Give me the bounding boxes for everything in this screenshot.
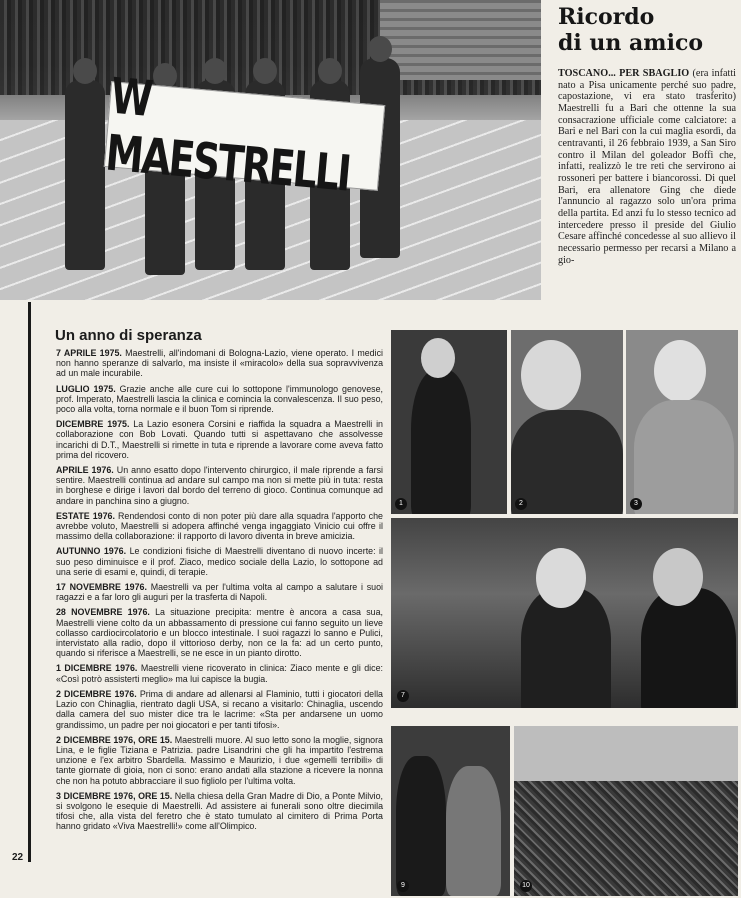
chronology-entry xyxy=(56,419,383,460)
face xyxy=(536,548,586,608)
banner xyxy=(103,67,385,203)
chronology-entry xyxy=(56,582,383,602)
face xyxy=(421,338,455,378)
entry-date: LUGLIO 1975. xyxy=(56,383,116,394)
section-title: Un anno di speranza xyxy=(55,327,202,344)
entry-text: Le condizioni fisiche di Maestrelli diventano di nuovo incerte: il suo peso diminuisce e il prof. Ziaco, medico sociale della Lazio, lo sottopone ad una serie di esami e, quindi, di terapie. xyxy=(56,546,384,577)
photo-1 xyxy=(391,330,507,514)
photo-3 xyxy=(626,330,738,514)
entry-text: Maestrelli, all'indomani di Bologna-Lazio, viene operato. I medici non hanno speranze di salvarlo, ma insiste il «miracolo» della sua sopravvivenza ad un male incurabile. xyxy=(56,348,384,379)
man-figure xyxy=(446,766,501,896)
entry-date: DICEMBRE 1975. xyxy=(56,419,130,430)
photo-7 xyxy=(391,518,738,708)
chronology-entry xyxy=(56,607,383,658)
man-figure xyxy=(511,410,623,514)
chronology xyxy=(56,348,383,837)
man-figure xyxy=(411,370,471,514)
title-line: Ricordo xyxy=(558,4,655,30)
entry-text: Grazie anche alle cure cui lo sottopone l'immunologo genovese, prof. Imperato, Maestrelli lascia la clinica e comincia la convalescenza. Il suo peso, poco alla volta, torna normale e il buon Tom si riprende. xyxy=(56,383,383,415)
entry-date: 2 DICEMBRE 1976, ORE 15. xyxy=(56,734,173,745)
photo-number: 10 xyxy=(520,880,532,892)
photo-number: 9 xyxy=(397,880,409,892)
chronology-entry xyxy=(56,663,383,683)
photo-10 xyxy=(514,726,738,896)
entry-date: APRILE 1976. xyxy=(56,465,114,476)
man-figure xyxy=(634,400,734,514)
chronology-entry xyxy=(56,384,383,415)
entry-date: ESTATE 1976. xyxy=(56,510,115,521)
entry-date: 7 APRILE 1975. xyxy=(56,348,122,358)
intro-text xyxy=(558,68,736,266)
entry-text: Un anno esatto dopo l'intervento chirurgico, il male riprende a farsi sentire. Maestrelli continua ad andare sul campo ma non si mette più in tuta: resta in borghese e dirige i lavori dal bordo del terreno di gioco. Continua comunque ad andare in panchina sino a giugno. xyxy=(56,465,383,506)
hero-photo xyxy=(0,0,541,300)
column-rule xyxy=(28,302,31,862)
face xyxy=(521,340,581,410)
photo-number: 7 xyxy=(397,690,409,702)
intro-body: (era infatti nato a Pisa unicamente perché suo padre, capostazione, vi era stato trasferito) Maestrelli fu a Bari che ottenne la sua consacrazione ufficiale come calciatore: a Bari e nel Bari con la cui maglia esordì, da centravanti, il 26 febbraio 1939, a San Siro contro il Milan del goleador Boffi che, infatti, realizzò le tre reti che servirono ai rossoneri per battere i biancorossi. Di quel Bari, era allenatore Ging che diede l'annuncio al ragazzo solo un'ora prima della partita. Ed anzi fu lo stesso tecnico ad intercedere presso il preside del Giulio Cesare affinché concedesse al suo allievo il necessario permesso per recarsi a Milano a gio- xyxy=(558,68,736,266)
intro-lead: TOSCANO... PER SBAGLIO xyxy=(558,68,690,79)
chronology-entry xyxy=(56,791,383,832)
boy-figure xyxy=(65,80,105,270)
chronology-entry xyxy=(56,735,383,786)
entry-text: Maestrelli va per l'ultima volta al campo a salutare i suoi ragazzi e a far loro gli auguri per la trasferta di Napoli. xyxy=(56,582,384,603)
man-figure xyxy=(396,756,446,896)
entry-date: 28 NOVEMBRE 1976. xyxy=(56,607,150,618)
article-title xyxy=(558,4,738,56)
entry-date: 3 DICEMBRE 1976, ORE 15. xyxy=(56,790,173,801)
photo-number: 1 xyxy=(395,498,407,510)
chronology-entry xyxy=(56,465,383,506)
entry-text: Prima di andare ad allenarsi al Flaminio, tutti i giocatori della Lazio con Chinaglia, rientrato dagli USA, si recano a visitarlo: Chinaglia, uscendo dalla camera del suo mister dice tra le lacrime: «Sta per andarsene un uomo grandissimo, un padre per noi giocatori e per tanti tifosi». xyxy=(56,688,383,730)
chronology-entry xyxy=(56,689,383,730)
face xyxy=(653,548,703,606)
church-facade xyxy=(514,726,738,781)
entry-text: Rendendosi conto di non poter più dare alla squadra l'apporto che avrebbe voluto, Maestrelli si adopera affinché venga ingaggiato Vinicio cui offre il massimo della collaborazione: il rapporto di lavoro diventa in breve amicizia. xyxy=(56,510,383,542)
entry-text: Maestrelli muore. Al suo letto sono la moglie, signora Lina, e le figlie Tiziana e Patrizia. padre Lisandrini che gli ha impartito l'estrema unzione e l'ex arbitro Sbardella. Massimo e Maurizio, i due «gemelli terribili» di tante giornate di gioia, non ci sono: erano andati alla stazione a ricevere la nonna che non ha potuto abbracciare il suo figliolo per l'ultima volta. xyxy=(56,734,383,786)
entry-date: 2 DICEMBRE 1976. xyxy=(56,688,137,699)
chronology-entry xyxy=(56,546,383,577)
entry-text: La Lazio esonera Corsini e riaffida la squadra a Maestrelli in collaborazione con Bob Lovati. Quando tutti si aspettavano che assolvesse incarichi di D.T., Maestrelli si rimette in tuta e riprende a lavorare come aveva fatto prima del ricovero. xyxy=(56,419,383,460)
photo-9 xyxy=(391,726,510,896)
photo-number: 3 xyxy=(630,498,642,510)
entry-date: 1 DICEMBRE 1976. xyxy=(56,663,138,674)
entry-date: 17 NOVEMBRE 1976. xyxy=(56,582,147,593)
photo-2 xyxy=(511,330,623,514)
entry-text: Nella chiesa della Gran Madre di Dio, a Ponte Milvio, si svolgono le esequie di Maestrelli. Ad assistere ai funerali sono oltre diecimila tifosi che, alla vista del feretro che è stato tumulato al cimitero di Prima Porta hanno gridato «Viva Maestrelli!» come all'Olimpico. xyxy=(56,790,384,832)
entry-date: AUTUNNO 1976. xyxy=(56,546,127,557)
chronology-entry xyxy=(56,511,383,542)
entry-text: Maestrelli viene ricoverato in clinica: Ziaco mente e gli dice: «Così potrò assisterti meglio» ma lui capisce la bugia. xyxy=(56,663,383,684)
entry-text: La situazione precipita: mentre è ancora a casa sua, Maestrelli viene colto da un abbassamento di pressione cui fanno seguito un lieve collasso cardiocircolatorio e un blocco intestinale. I suoi ragazzi lo sanno e Pulici, intervistato alla radio, dopo il vittorioso derby, non ce la fa: ad un certo punto, quando si riferisce a Maestrelli, se ne esce in un pianto dirotto. xyxy=(56,607,383,659)
chronology-entry xyxy=(56,348,383,379)
photo-number: 2 xyxy=(515,498,527,510)
face xyxy=(654,340,706,402)
banner-text: W MAESTRELLI xyxy=(103,67,352,203)
man-figure xyxy=(641,588,736,708)
page-number: 22 xyxy=(12,852,24,863)
title-line: di un amico xyxy=(558,30,704,56)
stadium-terrace xyxy=(380,0,541,80)
